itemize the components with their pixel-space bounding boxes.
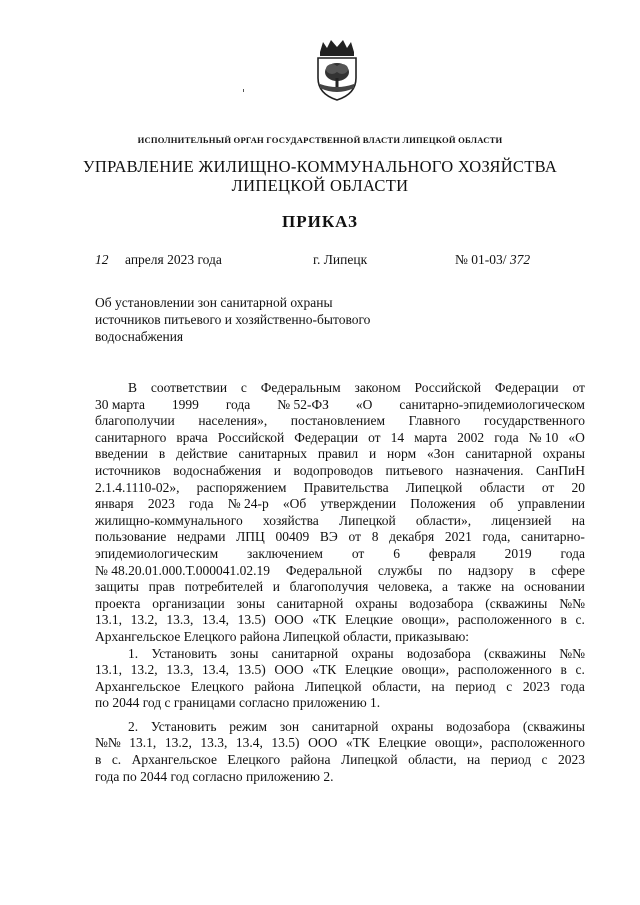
body-line [95,546,585,563]
body-word: №№ [95,735,121,751]
body-word: период [490,752,532,768]
body-word: овощи», [401,662,450,678]
body-word: 6 [393,545,400,561]
body-word: с. [575,612,585,628]
body-word: надзору [467,562,514,578]
body-word: пользование [95,529,167,545]
body-word: «ТК [312,662,337,678]
body-line [95,463,585,480]
body-word: заключением [247,545,323,561]
body-word: Елецкого [227,752,281,768]
body-word: 13.3, [166,662,194,678]
body-word: № 48.20.01.000.Т.000041.02.19 [95,562,271,578]
body-word: В [128,380,138,395]
body-word: 2.1.4.1110-02», [95,479,180,495]
body-word: охраны [355,595,398,611]
body-word: период [455,678,496,694]
body-word: норм [387,446,417,462]
body-word: 13.5) [271,735,300,751]
body-word: благополучии [95,413,175,429]
body-word: «ТК [345,735,370,751]
order-number [455,252,530,268]
body-word: в [95,752,102,768]
body-word: 1. [128,645,139,661]
body-word: Установить [151,645,217,661]
body-word: от [348,529,361,545]
body-word: 00409 [275,529,310,545]
organization-name-line: ЛИПЕЦКОЙ ОБЛАСТИ [231,176,409,195]
lipetsk-coat-of-arms-icon [312,38,362,102]
body-word: 30 марта [95,396,145,412]
body-word: правил [317,446,359,462]
body-word: Липецкой [304,678,362,694]
body-word: Архангельское [95,678,181,694]
body-word: питьевого [385,462,443,478]
body-word: ООО [308,735,338,751]
body-word: постановлением [290,413,386,429]
body-word: 2019 [504,545,532,561]
body-word: Федеральным [260,380,341,395]
body-word: овощи», [434,735,483,751]
body-word: года [494,429,519,445]
body-word: (скважины [485,595,548,611]
organization-name [0,157,640,195]
body-line [95,397,585,414]
body-word: Установить [150,718,217,734]
body-word: охраны [351,645,394,661]
body-word: 2023 [522,678,550,694]
order-subject [95,294,395,345]
body-word: Липецкой [340,752,398,768]
body-word: лицензией [491,512,552,528]
body-word: №№ [559,645,585,661]
body-word: года [225,396,251,412]
body-word: охраны [391,718,434,734]
body-word: Положения [410,496,476,512]
body-word: Елецкие [344,662,393,678]
body-word: Федерации [294,429,359,445]
body-line [95,596,585,613]
body-word: с [240,380,247,395]
body-word: 13.5) [237,612,266,628]
body-line [95,752,585,769]
body-line [95,579,585,596]
body-word: 2002 [457,429,485,445]
body-line [95,380,585,397]
body-word: Елецкого [190,678,244,694]
body-word: Российской [217,429,285,445]
body-word: района [254,678,295,694]
body-word: от [368,429,381,445]
body-word: 2023 [147,496,175,512]
body-word: 1999 [171,396,199,412]
body-word: в [529,562,536,578]
body-word: «О [568,429,585,445]
body-word: 8 [371,529,379,545]
body-word: расположенного [457,662,552,678]
body-line [95,735,585,752]
body-word: № 24-р [227,496,269,512]
body-word: и [272,579,281,595]
body-word: благополучия [289,579,369,595]
body-word: области, [372,678,421,694]
body-word: распоряжением [196,479,287,495]
body-line: по 2044 год с границами согласно приложению 1. [95,695,381,711]
scan-speck [243,89,244,92]
body-line [95,563,585,580]
body-word: на [467,752,481,768]
body-word: водозабора [446,718,511,734]
body-word: и [368,446,377,462]
body-word: с. [111,752,122,768]
body-word: «ТК [312,612,337,628]
body-word: санитарной [465,446,532,462]
order-date: апреля 2023 года [125,252,222,267]
body-word: организации [152,595,225,611]
body-word: года [189,496,214,512]
body-word: с [541,752,548,768]
body-word: 13.2, [164,735,192,751]
body-word: службы [377,562,423,578]
body-word: «Зон [426,446,455,462]
body-word: 14 [390,429,405,445]
body-word: государственного [484,413,585,429]
body-word: водозабора [406,645,471,661]
body-word: санитарно-эпидемиологическом [399,396,585,412]
body-word: 13.1, [95,612,122,628]
body-word: расположенного [457,612,552,628]
body-word: февраля [428,545,476,561]
body-line [95,529,585,546]
body-word: 2023 [557,752,585,768]
body-word: в [560,662,567,678]
body-word: 20 [571,479,585,495]
preamble-paragraph [95,380,585,646]
body-word: 13.4, [235,735,263,751]
body-word: врача [176,429,208,445]
body-word: овощи», [401,612,450,628]
body-word: 13.4, [201,612,229,628]
body-word: года [560,678,585,694]
body-word: Елецкие [344,612,393,628]
body-word: защиты [95,579,139,595]
body-word: санитарных [238,446,307,462]
body-word: ЛПЦ [236,529,265,545]
body-word: также [457,579,492,595]
body-word: потребителей [184,579,264,595]
body-word: «Об [282,496,307,512]
body-line [95,430,585,447]
body-word: водопроводов [293,462,374,478]
body-word: ВЭ [319,529,338,545]
body-word: с [506,678,513,694]
subject-line: водоснабжения [95,329,184,344]
body-word: назначения. [455,462,524,478]
body-word: в [560,612,567,628]
body-word: зоны [230,645,259,661]
body-word: 13.1, [129,735,157,751]
body-word: 2021 [444,529,472,545]
subject-line: источников питьевого и хозяйственно-бытового [95,312,371,327]
body-word: жилищно-коммунального [95,512,243,528]
body-word: от [541,479,555,495]
body-word: действие [176,446,228,462]
body-word: санитарного [95,429,167,445]
body-word: 13.2, [130,612,158,628]
body-word: Федерации [494,380,559,395]
body-word: утверждении [320,496,397,512]
body-word: области [479,479,525,495]
order-item-2 [95,719,585,785]
body-word: санитарно- [521,529,585,545]
body-line [95,646,585,663]
body-word: соответствии [150,380,228,395]
body-word: по [438,562,453,578]
order-body [95,380,585,785]
body-word: санитарной [271,645,339,661]
body-line [95,662,585,679]
body-word: 13.4, [201,662,229,678]
body-word: эпидемиологическим [95,545,219,561]
body-line [95,719,585,736]
body-word: Елецкие [378,735,427,751]
body-word: декабря [389,529,435,545]
body-word: 13.1, [95,662,122,678]
body-line [95,496,585,513]
body-word: № 52-ФЗ [277,396,329,412]
body-line [95,679,585,696]
body-word: водоснабжения [173,462,262,478]
body-line [95,480,585,497]
subject-line: Об установлении зон санитарной охраны [95,295,333,310]
body-line [95,513,585,530]
order-day-handwritten: 12 [95,252,109,267]
body-word: 13.3, [200,735,228,751]
body-word: прав [148,579,175,595]
body-word: «О [355,396,373,412]
body-word: об [489,496,504,512]
body-word: марта [414,429,448,445]
parent-organization: ИСПОЛНИТЕЛЬНЫЙ ОРГАН ГОСУДАРСТВЕННОЙ ВЛАСТИ ЛИПЕЦКОЙ ОБЛАСТИ [137,135,503,145]
body-word: Главного [408,413,461,429]
body-word: Российской [414,380,482,395]
body-word: в [158,446,166,462]
body-word: хозяйства [262,512,319,528]
body-word: СанПиН [536,462,585,478]
body-word: введении [95,446,149,462]
body-word: января [95,496,134,512]
body-word: сфере [551,562,585,578]
body-word: источников [95,462,161,478]
document-type: ПРИКАЗ [282,212,358,231]
order-number-prefix: № 01-03/ [455,252,507,267]
body-word: зоны [236,595,265,611]
body-word: года, [482,529,511,545]
body-word: санитарной [311,718,379,734]
body-word: на [571,512,585,528]
body-word: ООО [274,612,304,628]
body-word: ООО [274,662,304,678]
body-word: водозабора [409,595,474,611]
body-word: 13.3, [166,612,194,628]
body-word: с. [575,662,585,678]
body-word: области, [408,752,457,768]
body-line [95,612,585,629]
body-word: 13.5) [237,662,266,678]
body-word: Архангельское [131,752,217,768]
body-word: основании [523,579,585,595]
body-word: а [442,579,448,595]
body-word: Липецкой [339,512,396,528]
order-city: г. Липецк [313,252,368,267]
body-word: зон [279,718,300,734]
body-line [95,446,585,463]
body-word: 13.2, [130,662,158,678]
organization-name-line: УПРАВЛЕНИЕ ЖИЛИЩНО-КОММУНАЛЬНОГО ХОЗЯЙСТВА [82,157,558,176]
order-item-1 [95,646,585,712]
body-word: Федеральной [285,562,363,578]
body-word: охраны [542,446,585,462]
body-word: управлении [517,496,585,512]
body-word: Правительства [303,479,389,495]
body-word: (скважины [483,645,547,661]
body-line [95,413,585,430]
order-number-handwritten: 372 [509,252,531,267]
body-word: расположенного [490,735,585,751]
body-word: 2. [128,718,139,734]
body-word: (скважины [522,718,585,734]
body-word: Липецкой [405,479,463,495]
body-word: от [572,380,585,395]
body-word: проекта [95,595,141,611]
body-word: № 10 [528,429,559,445]
body-line: Архангельское Елецкого района Липецкой области, приказываю: [95,628,470,644]
body-word: области», [415,512,472,528]
body-word: на [431,678,445,694]
body-word: года [560,545,585,561]
body-word: на [501,579,515,595]
body-word: санитарной [276,595,344,611]
body-word: режим [229,718,268,734]
body-word: и [273,462,281,478]
body-word: №№ [559,595,585,611]
body-word: района [290,752,331,768]
body-word: от [351,545,365,561]
body-word: недрами [177,529,226,545]
body-line: года по 2044 год согласно приложению 2. [95,768,334,784]
body-word: законом [354,380,401,395]
body-word: населения», [198,413,268,429]
body-word: человека, [378,579,433,595]
